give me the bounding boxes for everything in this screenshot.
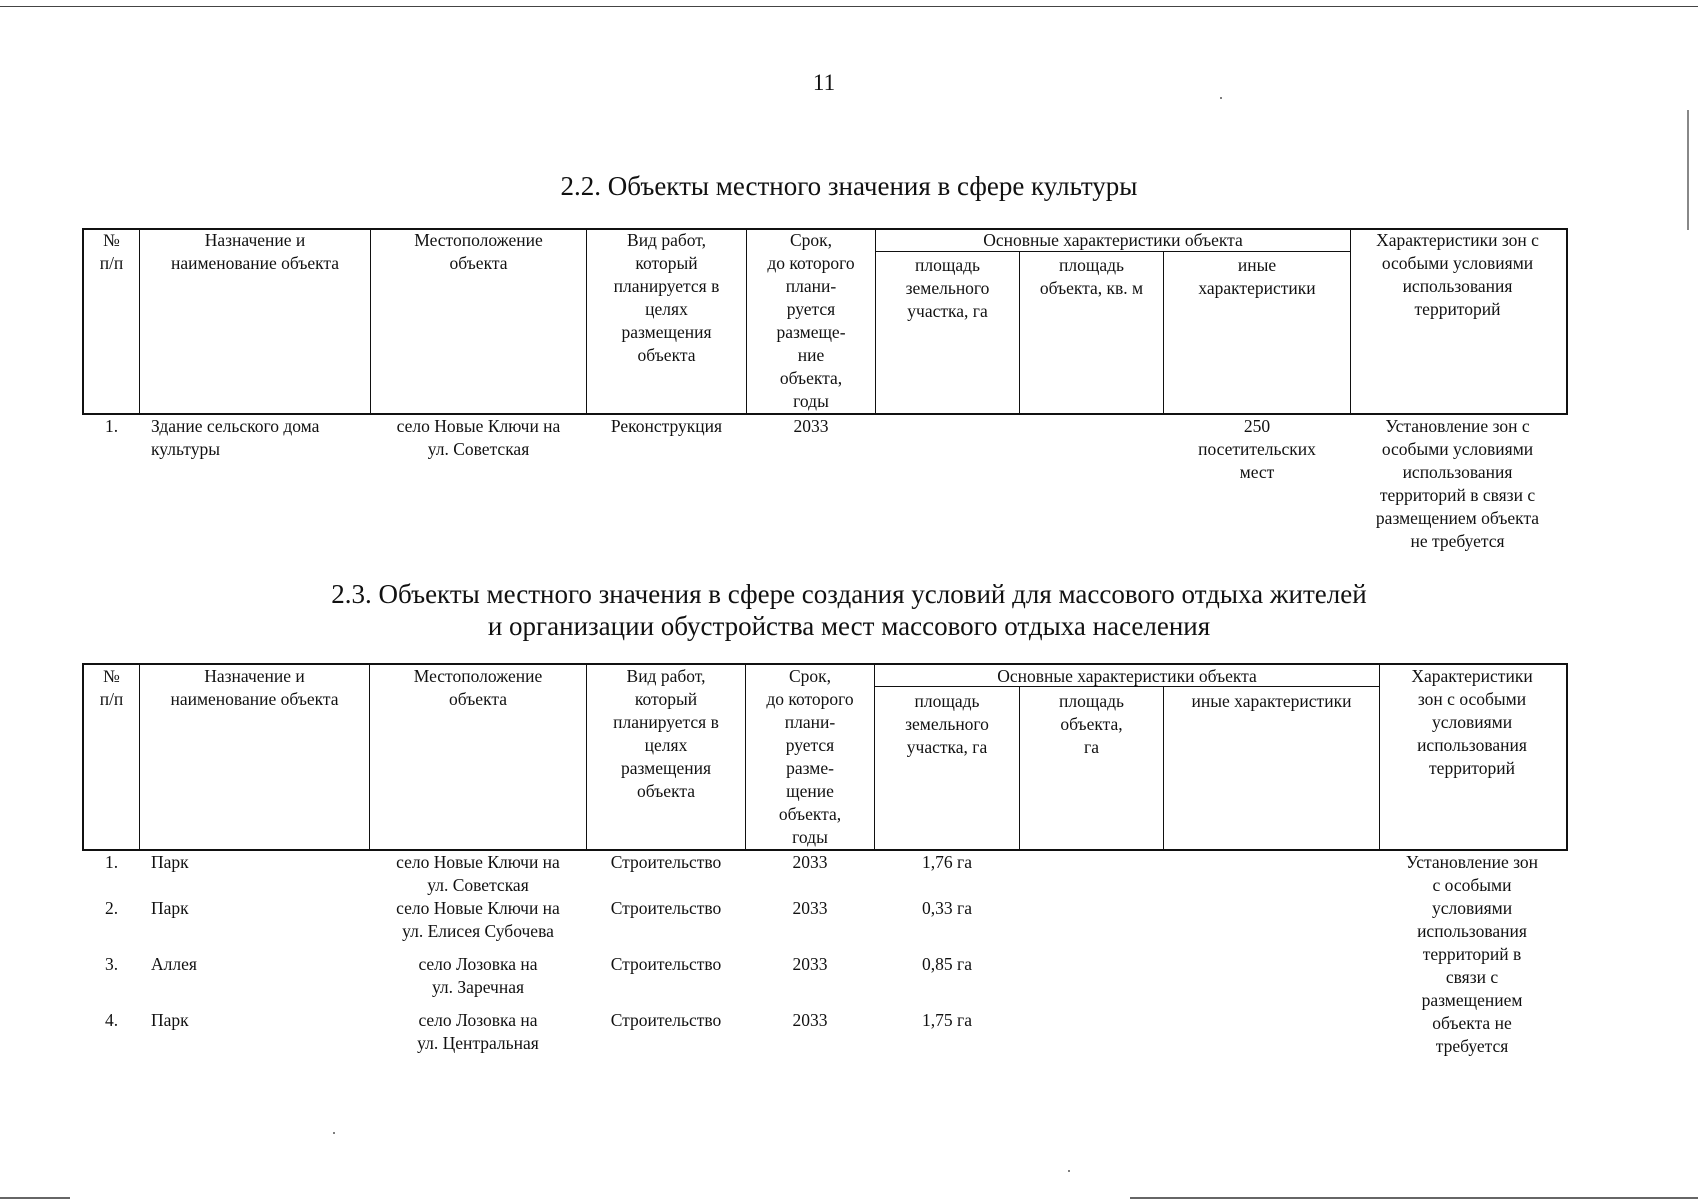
header-other-characteristics: иные характеристики — [1198, 255, 1316, 298]
header-work-type: Вид работ, который планируется в целях размещения объекта — [613, 230, 720, 365]
row-work-type: Строительство — [610, 1010, 722, 1030]
row-name: Здание сельского дома культуры — [151, 416, 320, 459]
scan-mark-bottom-left — [0, 1197, 70, 1199]
row-location: село Новые Ключи на ул. Советская — [396, 852, 560, 895]
row-term: 2033 — [792, 898, 828, 918]
header-zones: Характеристики зон с особыми условиями использования территорий — [1376, 230, 1539, 319]
row-land-area: 0,85 га — [922, 954, 972, 974]
row-num: 2. — [104, 898, 119, 918]
scan-mark-bottom-right — [1130, 1197, 1698, 1199]
header-land-area: площадь земельного участка, га — [905, 255, 990, 321]
row-num: 4. — [104, 1010, 119, 1030]
row-land-area: 1,75 га — [922, 1010, 972, 1030]
row-land-area: 1,76 га — [922, 852, 972, 872]
row-num: 1. — [104, 852, 119, 872]
row-location: село Новые Ключи на ул. Советская — [396, 416, 561, 459]
row-name: Аллея — [151, 954, 197, 974]
row-term: 2033 — [793, 416, 829, 436]
row-other-characteristics: 250 посетительских мест — [1198, 416, 1316, 482]
header-term: Срок, до которого плани- руется размеще- ние объекта, годы — [767, 230, 855, 411]
header-location: Местоположение объекта — [414, 230, 543, 273]
row-num: 1. — [104, 416, 119, 436]
page-number: 11 — [812, 70, 836, 95]
row-location: село Лозовка на ул. Центральная — [417, 1010, 539, 1053]
row-num: 3. — [104, 954, 119, 974]
row-term: 2033 — [792, 852, 828, 872]
row-term: 2033 — [792, 954, 828, 974]
section-2-3-title: 2.3. Объекты местного значения в сфере создания условий для массового отдыха жителей и организации обустройства мест массового отдыха населения — [331, 579, 1367, 641]
header-term: Срок, до которого плани- руется разме- щение объекта, годы — [766, 666, 854, 847]
scan-speck — [1068, 1170, 1070, 1172]
row-location: село Новые Ключи на ул. Елисея Субочева — [396, 898, 560, 941]
header-land-area: площадь земельного участка, га — [905, 691, 989, 757]
header-main-characteristics: Основные характеристики объекта — [997, 666, 1257, 686]
header-zones: Характеристики зон с особыми условиями использования территорий — [1411, 666, 1533, 778]
header-main-characteristics: Основные характеристики объекта — [983, 230, 1243, 250]
header-num: № п/п — [99, 230, 124, 273]
header-location: Местоположение объекта — [413, 666, 543, 709]
scan-speck — [1220, 97, 1222, 99]
header-work-type: Вид работ, который планируется в целях размещения объекта — [613, 666, 719, 801]
header-num: № п/п — [99, 666, 124, 709]
zones-note: Установление зон с особыми условиями использования территорий в связи с размещением объекта не требуется — [1405, 852, 1539, 1056]
scan-speck — [333, 1132, 335, 1134]
row-land-area: 0,33 га — [922, 898, 972, 918]
header-name: Назначение и наименование объекта — [170, 230, 340, 273]
row-location: село Лозовка на ул. Заречная — [418, 954, 538, 997]
row-zones: Установление зон с особыми условиями использования территорий в связи с размещением объекта не требуется — [1375, 416, 1540, 551]
row-work-type: Строительство — [610, 954, 722, 974]
row-term: 2033 — [792, 1010, 828, 1030]
row-name: Парк — [151, 898, 189, 918]
header-object-area: площадь объекта, кв. м — [1039, 255, 1144, 298]
header-object-area: площадь объекта, га — [1059, 691, 1124, 757]
row-work-type: Строительство — [610, 898, 722, 918]
header-other-characteristics: иные характеристики — [1191, 691, 1352, 711]
row-name: Парк — [151, 1010, 189, 1030]
header-name: Назначение и наименование объекта — [170, 666, 339, 709]
row-name: Парк — [151, 852, 189, 872]
row-work-type: Реконструкция — [610, 416, 723, 436]
scan-border-top — [0, 6, 1698, 7]
row-work-type: Строительство — [610, 852, 722, 872]
section-2-2-title: 2.2. Объекты местного значения в сфере культуры — [560, 171, 1138, 201]
